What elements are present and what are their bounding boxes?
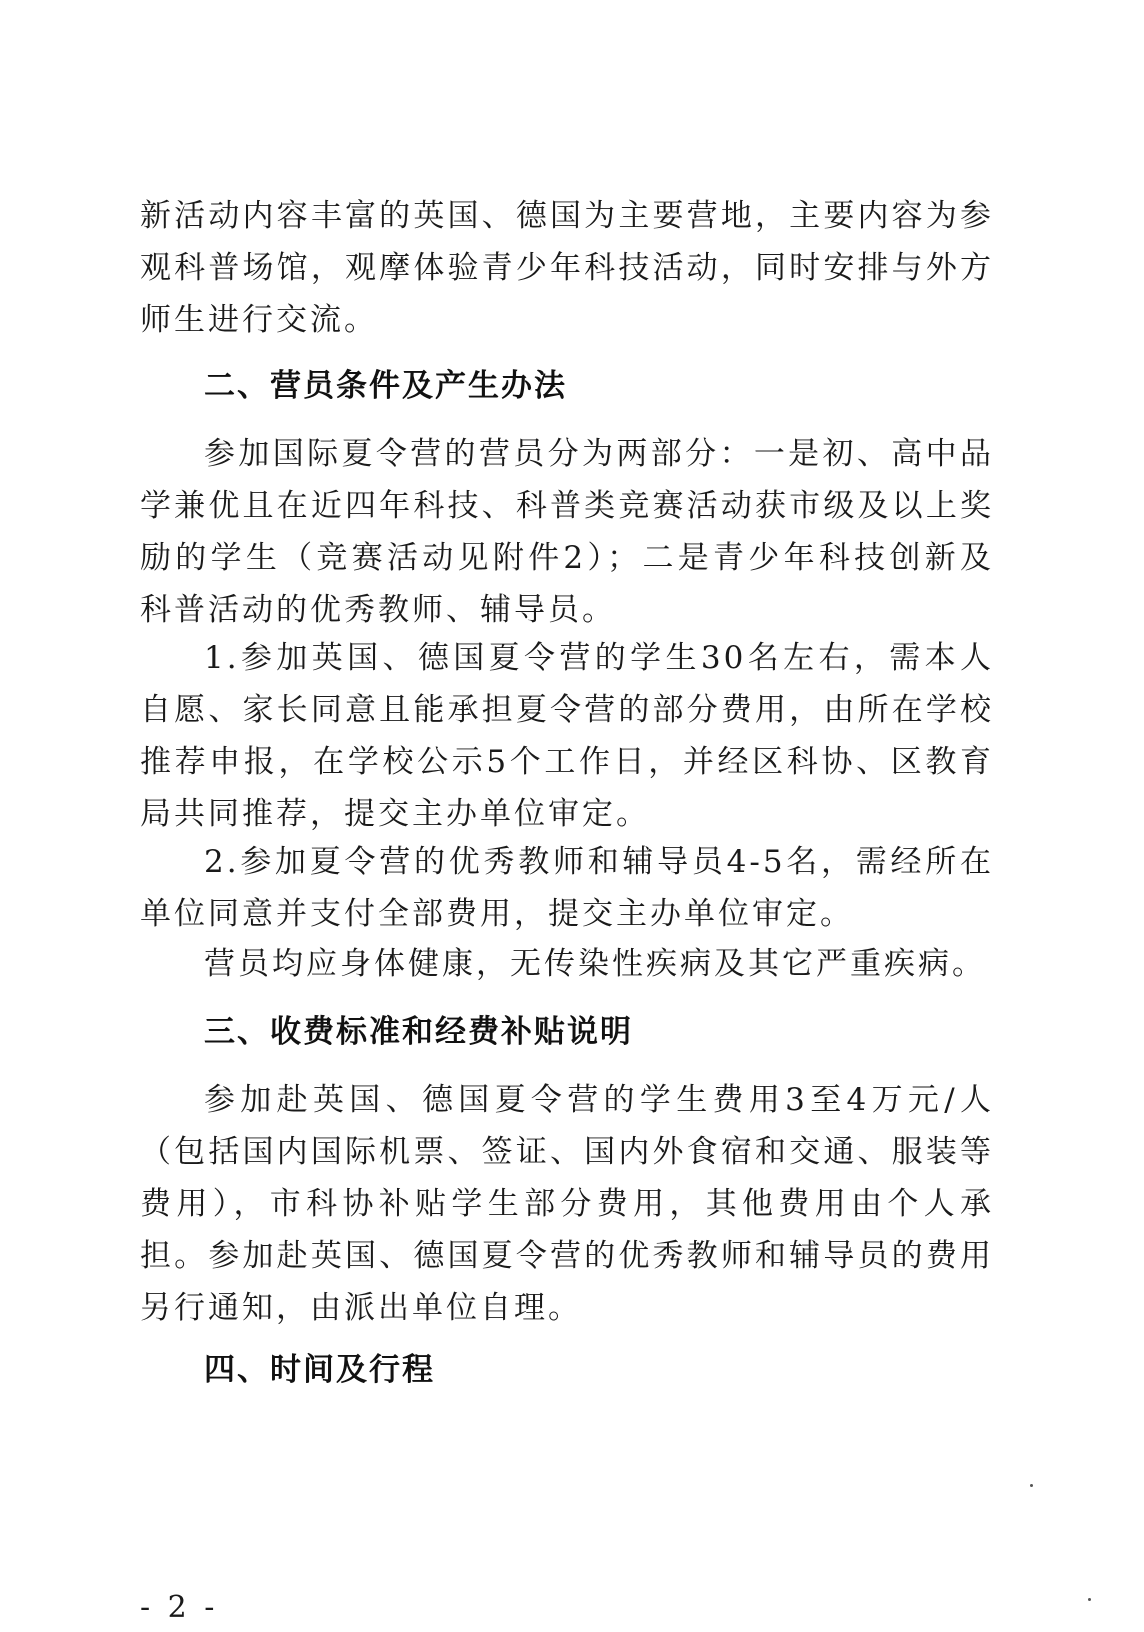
section-heading-2: 二、营员条件及产生办法 [204, 368, 567, 404]
section-2-intro: 参加国际夏令营的营员分为两部分：一是初、高中品学兼优且在近四年科技、科普类竞赛活动获市级及以上奖励的学生（竞赛活动见附件2）；二是青少年科技创新及科普活动的优秀教师、辅导员。 [140, 436, 994, 628]
scan-speck [1088, 1598, 1091, 1601]
paragraph-continuation: 新活动内容丰富的英国、德国为主要营地，主要内容为参观科普场馆，观摩体验青少年科技活动，同时安排与外方师生进行交流。 [140, 198, 994, 338]
section-3-body: 参加赴英国、德国夏令营的学生费用3至4万元/人（包括国内国际机票、签证、国内外食宿和交通、服装等费用），市科协补贴学生部分费用，其他费用由个人承担。参加赴英国、德国夏令营的优秀教师和辅导员的费用另行通知，由派出单位自理。 [140, 1082, 994, 1326]
section-2-item-1: 1.参加英国、德国夏令营的学生30名左右，需本人自愿、家长同意且能承担夏令营的部分费用，由所在学校推荐申报，在学校公示5个工作日，并经区科协、区教育局共同推荐，提交主办单位审定。 [140, 640, 994, 832]
section-heading-3: 三、收费标准和经费补贴说明 [204, 1014, 633, 1050]
page-number: - 2 - [140, 1590, 219, 1625]
section-2-health: 营员均应身体健康，无传染性疾病及其它严重疾病。 [204, 946, 986, 982]
section-heading-4: 四、时间及行程 [204, 1352, 435, 1388]
section-2-item-2: 2.参加夏令营的优秀教师和辅导员4-5名，需经所在单位同意并支付全部费用，提交主办单位审定。 [140, 844, 994, 932]
scan-speck [1030, 1484, 1033, 1487]
